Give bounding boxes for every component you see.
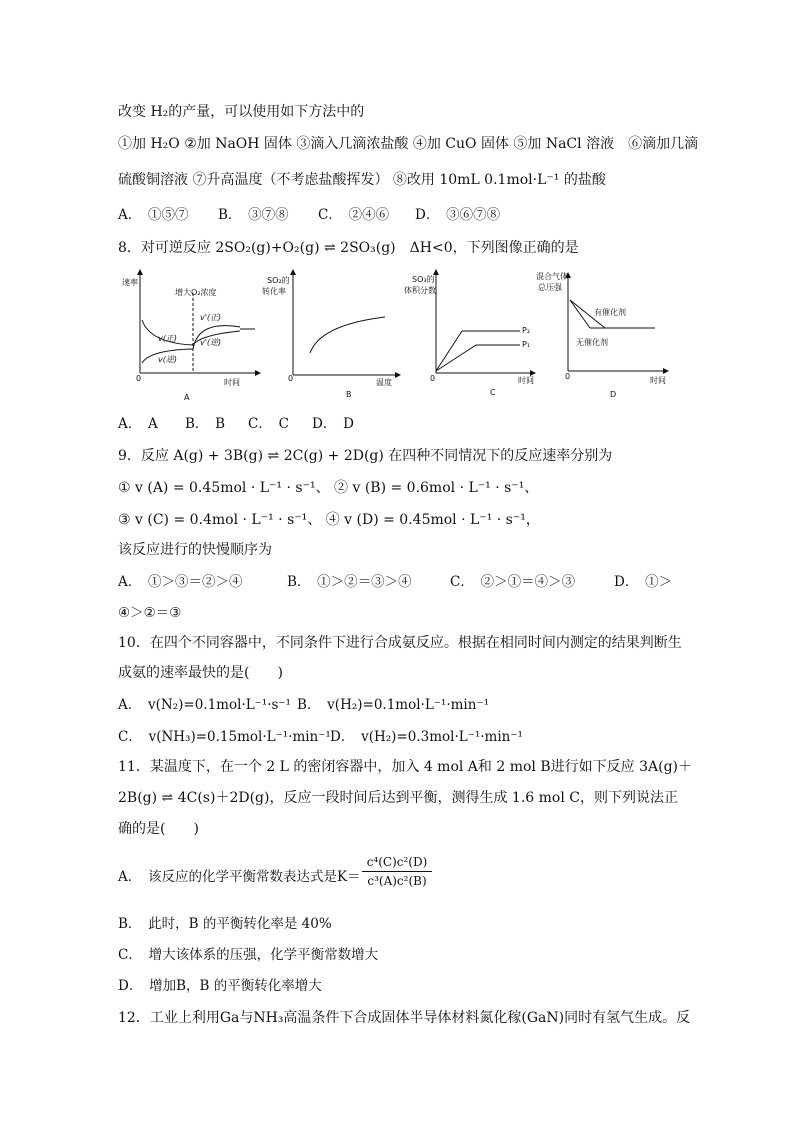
fraction-bar [362, 871, 432, 872]
q7-stem: 改变 H₂的产量，可以使用如下方法中的 [118, 104, 365, 120]
q11-option-a[interactable]: A． 该反应的化学平衡常数表达式是K＝ [118, 869, 361, 885]
graph-d-cat: 有催化剂 [594, 308, 626, 317]
graph-d-xlabel: 时间 [650, 376, 666, 385]
q12-stem: 12．工业上利用Ga与NH₃高温条件下合成固体半导体材料氮化稼(GaN)同时有氢气生成。反 [118, 1010, 691, 1026]
q11-stem-3: 确的是( ) [118, 821, 199, 837]
q7-option-a[interactable]: A． ①⑤⑦ [118, 207, 189, 223]
graph-a-caption: A [184, 393, 190, 402]
graph-c-ylabel: SO₃的 [412, 275, 435, 284]
q7-option-d[interactable]: D． ③⑥⑦⑧ [415, 207, 501, 223]
graph-a-v2: v'(逆) [200, 338, 222, 347]
q7-option-b[interactable]: B． ③⑦⑧ [218, 207, 289, 223]
graph-a-origin: 0 [136, 374, 142, 383]
q9-order: 该反应进行的快慢顺序为 [118, 542, 272, 558]
graph-c-origin: 0 [430, 374, 436, 383]
q9-rate-2: ③ v (C) = 0.4mol · L⁻¹ · s⁻¹、 ④ v (D) = 0.45mol · L⁻¹ · s⁻¹， [118, 512, 540, 528]
graph-d-ylabel: 总压强 [538, 283, 562, 292]
q11-option-b[interactable]: B． 此时，B 的平衡转化率是 40% [118, 916, 332, 932]
graph-c-xlabel: 时间 [518, 376, 534, 385]
q11-option-d[interactable]: D． 增加B，B 的平衡转化率增大 [118, 978, 322, 994]
graph-d-origin: 0 [565, 372, 571, 381]
q8-graphs [0, 265, 794, 415]
graph-b-origin: 0 [288, 374, 294, 383]
q8-option-d[interactable]: D． D [312, 416, 354, 432]
q8-option-c[interactable]: C． C [248, 416, 289, 432]
q11-option-c[interactable]: C． 增大该体系的压强，化学平衡常数增大 [118, 947, 379, 963]
q9-stem: 9．反应 A(g) + 3B(g) ⇌ 2C(g) + 2D(g) 在四种不同情况下的反应速率分别为 [118, 448, 613, 464]
graph-d [568, 273, 668, 371]
q9-option-c[interactable]: C． ②＞①＝④＞③ [450, 574, 576, 590]
graph-b-xlabel: 温度 [376, 378, 392, 387]
graph-c-p2: P₂ [522, 326, 531, 335]
graph-c-ylabel: 体积分数 [404, 286, 436, 295]
q8-option-b[interactable]: B． B [185, 416, 226, 432]
q8-stem: 8．对可逆反应 2SO₂(g)+O₂(g) ⇌ 2SO₃(g) ΔH<0，下列图像正确的是 [118, 240, 579, 256]
q9-option-a[interactable]: A． ①＞③＝②＞④ [118, 574, 243, 590]
graph-b [293, 270, 400, 375]
graph-a-v4: v(逆) [158, 355, 177, 364]
graph-a-v1: v'(正) [200, 313, 222, 322]
q7-methods-2: 硫酸铜溶液 ⑦升高温度（不考虑盐酸挥发） ⑧改用 10mL 0.1mol·L⁻¹ 的盐酸 [118, 172, 606, 188]
graph-d-ylabel: 混合气体 [536, 272, 568, 281]
graph-c [436, 270, 535, 373]
graph-d-caption: D [610, 390, 617, 399]
q10-stem-1: 10．在四个不同容器中，不同条件下进行合成氨反应。根据在相同时间内测定的结果判断生 [118, 635, 682, 651]
q11-stem-2: 2B(g) ⇌ 4C(s)＋2D(g)，反应一段时间后达到平衡，测得生成 1.6 mol C，则下列说法正 [118, 790, 678, 806]
q10-option-b[interactable]: B． v(H₂)=0.1mol·L⁻¹·min⁻¹ [297, 697, 489, 713]
graph-a-v3: v(正) [158, 334, 177, 343]
graph-b-ylabel: 转化率 [262, 287, 286, 296]
q9-option-d-cont: ④＞②＝③ [118, 605, 182, 621]
graph-a-top: 增大O₂浓度 [175, 288, 217, 297]
q10-option-a[interactable]: A． v(N₂)=0.1mol·L⁻¹·s⁻¹ [118, 697, 291, 713]
graph-a-ylabel: 速率 [122, 278, 138, 287]
fraction-numerator: c⁴(C)c²(D) [366, 855, 428, 869]
q7-methods-1: ①加 H₂O ②加 NaOH 固体 ③滴入几滴浓盐酸 ④加 CuO 固体 ⑤加 NaCl 溶液 ⑥滴加几滴 [118, 136, 699, 152]
graph-b-caption: B [346, 390, 352, 399]
q9-option-b[interactable]: B． ①＞②＝③＞④ [287, 574, 412, 590]
q9-rate-1: ① v (A) = 0.45mol · L⁻¹ · s⁻¹、 ② v (B) = 0.6mol · L⁻¹ · s⁻¹、 [118, 480, 539, 496]
q9-option-d[interactable]: D． ①＞ [614, 574, 673, 590]
graph-b-ylabel: SO₂的 [267, 276, 290, 285]
q10-option-d[interactable]: D． v(H₂)=0.3mol·L⁻¹·min⁻¹ [330, 729, 523, 745]
graph-c-p1: P₁ [522, 340, 531, 349]
q7-option-c[interactable]: C． ②④⑥ [318, 207, 390, 223]
q10-option-c[interactable]: C． v(NH₃)=0.15mol·L⁻¹·min⁻¹ [118, 729, 331, 745]
graph-a-xlabel: 时间 [224, 378, 240, 387]
q11-stem-1: 11．某温度下，在一个 2 L 的密闭容器中，加入 4 mol A和 2 mol B进行如下反应 3A(g)＋ [118, 759, 692, 775]
q8-option-a[interactable]: A． A [118, 416, 158, 432]
graph-d-nocat: 无催化剂 [576, 338, 608, 347]
q10-stem-2: 成氨的速率最快的是( ) [118, 665, 283, 681]
graph-c-caption: C [490, 388, 496, 397]
fraction-denominator: c³(A)c²(B) [367, 874, 427, 888]
equilibrium-constant-fraction [362, 855, 432, 888]
